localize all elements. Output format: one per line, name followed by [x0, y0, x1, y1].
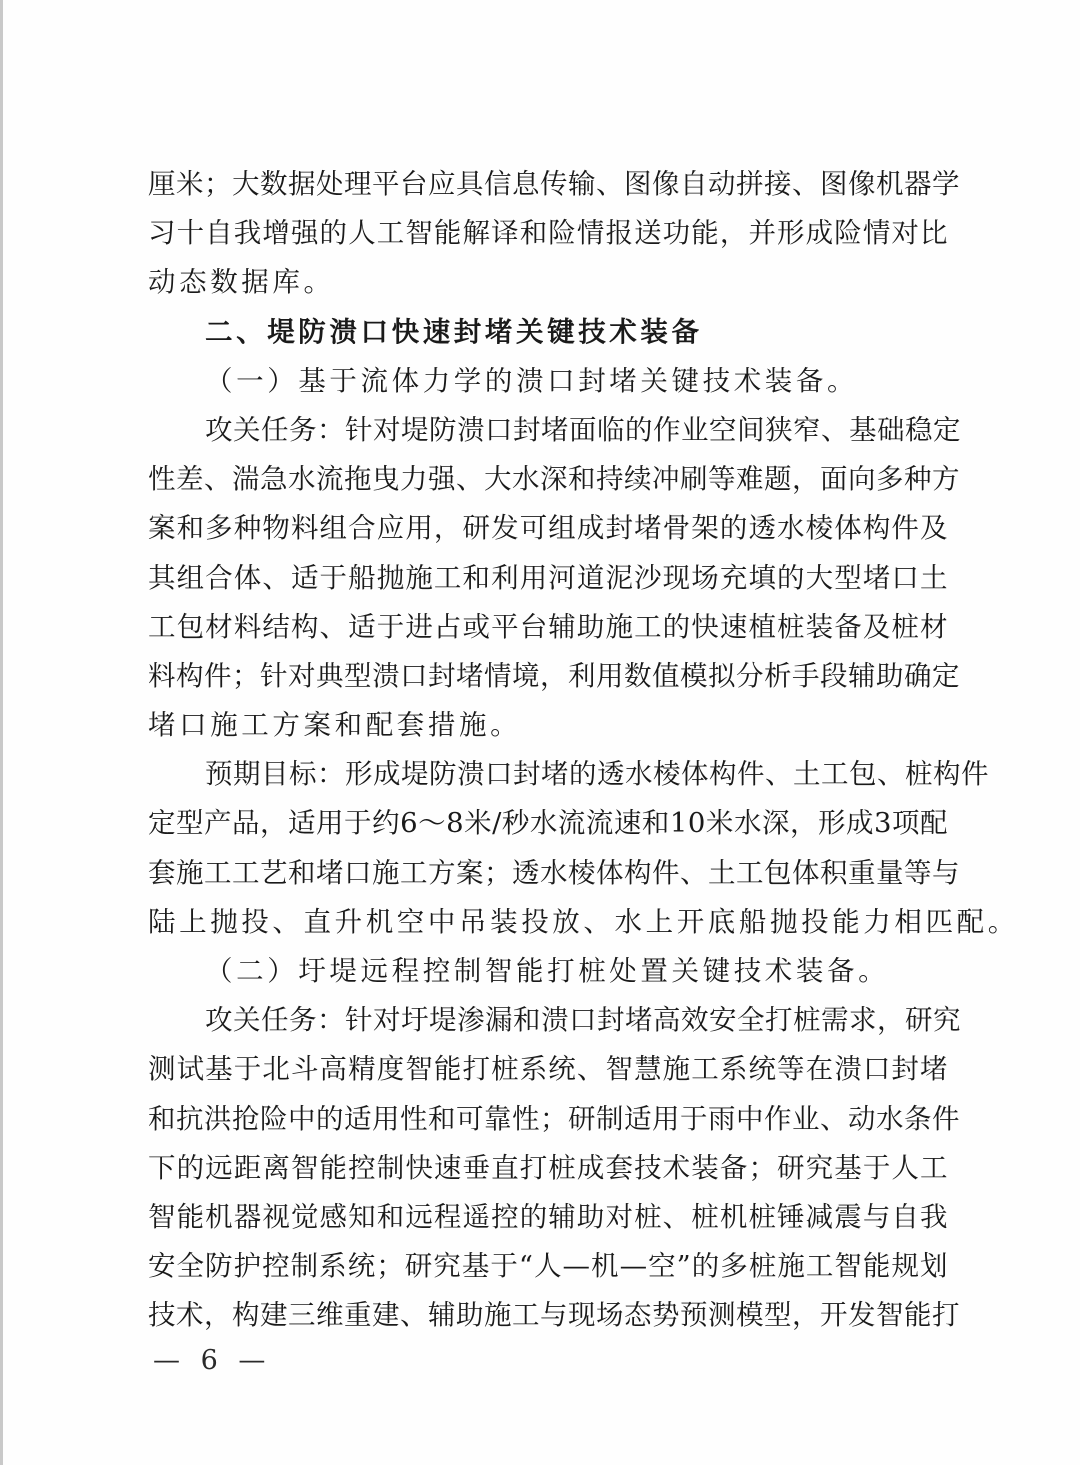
body-line: 技术，构建三维重建、辅助施工与现场态势预测模型，开发智能打 — [148, 1299, 960, 1332]
body-line: 动态数据库。 — [148, 266, 335, 299]
paragraph-first-line: 攻关任务：针对圩堤渗漏和溃口封堵高效安全打桩需求，研究 — [205, 1004, 961, 1037]
body-line: 下的远距离智能控制快速垂直打桩成套技术装备；研究基于人工 — [148, 1151, 948, 1184]
section-heading: 二、堤防溃口快速封堵关键技术装备 — [205, 315, 703, 348]
paragraph-first-line: 攻关任务：针对堤防溃口封堵面临的作业空间狭窄、基础稳定 — [205, 413, 961, 446]
body-line: 测试基于北斗高精度智能打桩系统、智慧施工系统等在溃口封堵 — [148, 1053, 948, 1086]
body-line: 堵口施工方案和配套措施。 — [148, 709, 522, 742]
body-line: 案和多种物料组合应用，研发可组成封堵骨架的透水棱体构件及 — [148, 512, 948, 545]
paragraph-first-line: 预期目标：形成堤防溃口封堵的透水棱体构件、土工包、桩构件 — [205, 758, 989, 791]
subsection-heading: （二）圩堤远程控制智能打桩处置关键技术装备。 — [205, 955, 890, 987]
body-line: 和抗洪抢险中的适用性和可靠性；研制适用于雨中作业、动水条件 — [148, 1102, 960, 1135]
document-body — [148, 160, 1019, 1341]
body-line: 料构件；针对典型溃口封堵情境，利用数值模拟分析手段辅助确定 — [148, 659, 960, 692]
body-line: 陆上抛投、直升机空中吊装投放、水上开底船抛投能力相匹配。 — [148, 905, 1019, 938]
subsection-heading: （一）基于流体力学的溃口封堵关键技术装备。 — [205, 364, 859, 397]
body-line: 定型产品，适用于约6～8米/秒水流流速和10米水深，形成3项配 — [148, 807, 948, 840]
body-line: 其组合体、适于船抛施工和利用河道泥沙现场充填的大型堵口土 — [148, 561, 948, 594]
body-line: 工包材料结构、适于进占或平台辅助施工的快速植桩装备及桩材 — [148, 610, 948, 643]
body-line: 套施工工艺和堵口施工方案；透水棱体构件、土工包体积重量等与 — [148, 856, 960, 889]
body-line: 安全防护控制系统；研究基于“人—机—空”的多桩施工智能规划 — [148, 1250, 948, 1283]
body-line: 性差、湍急水流拖曳力强、大水深和持续冲刷等难题，面向多种方 — [148, 463, 960, 496]
body-line: 习十自我增强的人工智能解译和险情报送功能，并形成险情对比 — [148, 217, 948, 250]
body-line: 智能机器视觉感知和远程遥控的辅助对桩、桩机桩锤减震与自我 — [148, 1200, 948, 1233]
body-line: 厘米；大数据处理平台应具信息传输、图像自动拼接、图像机器学 — [148, 168, 960, 200]
page-number: — 6 — — [153, 1345, 272, 1376]
